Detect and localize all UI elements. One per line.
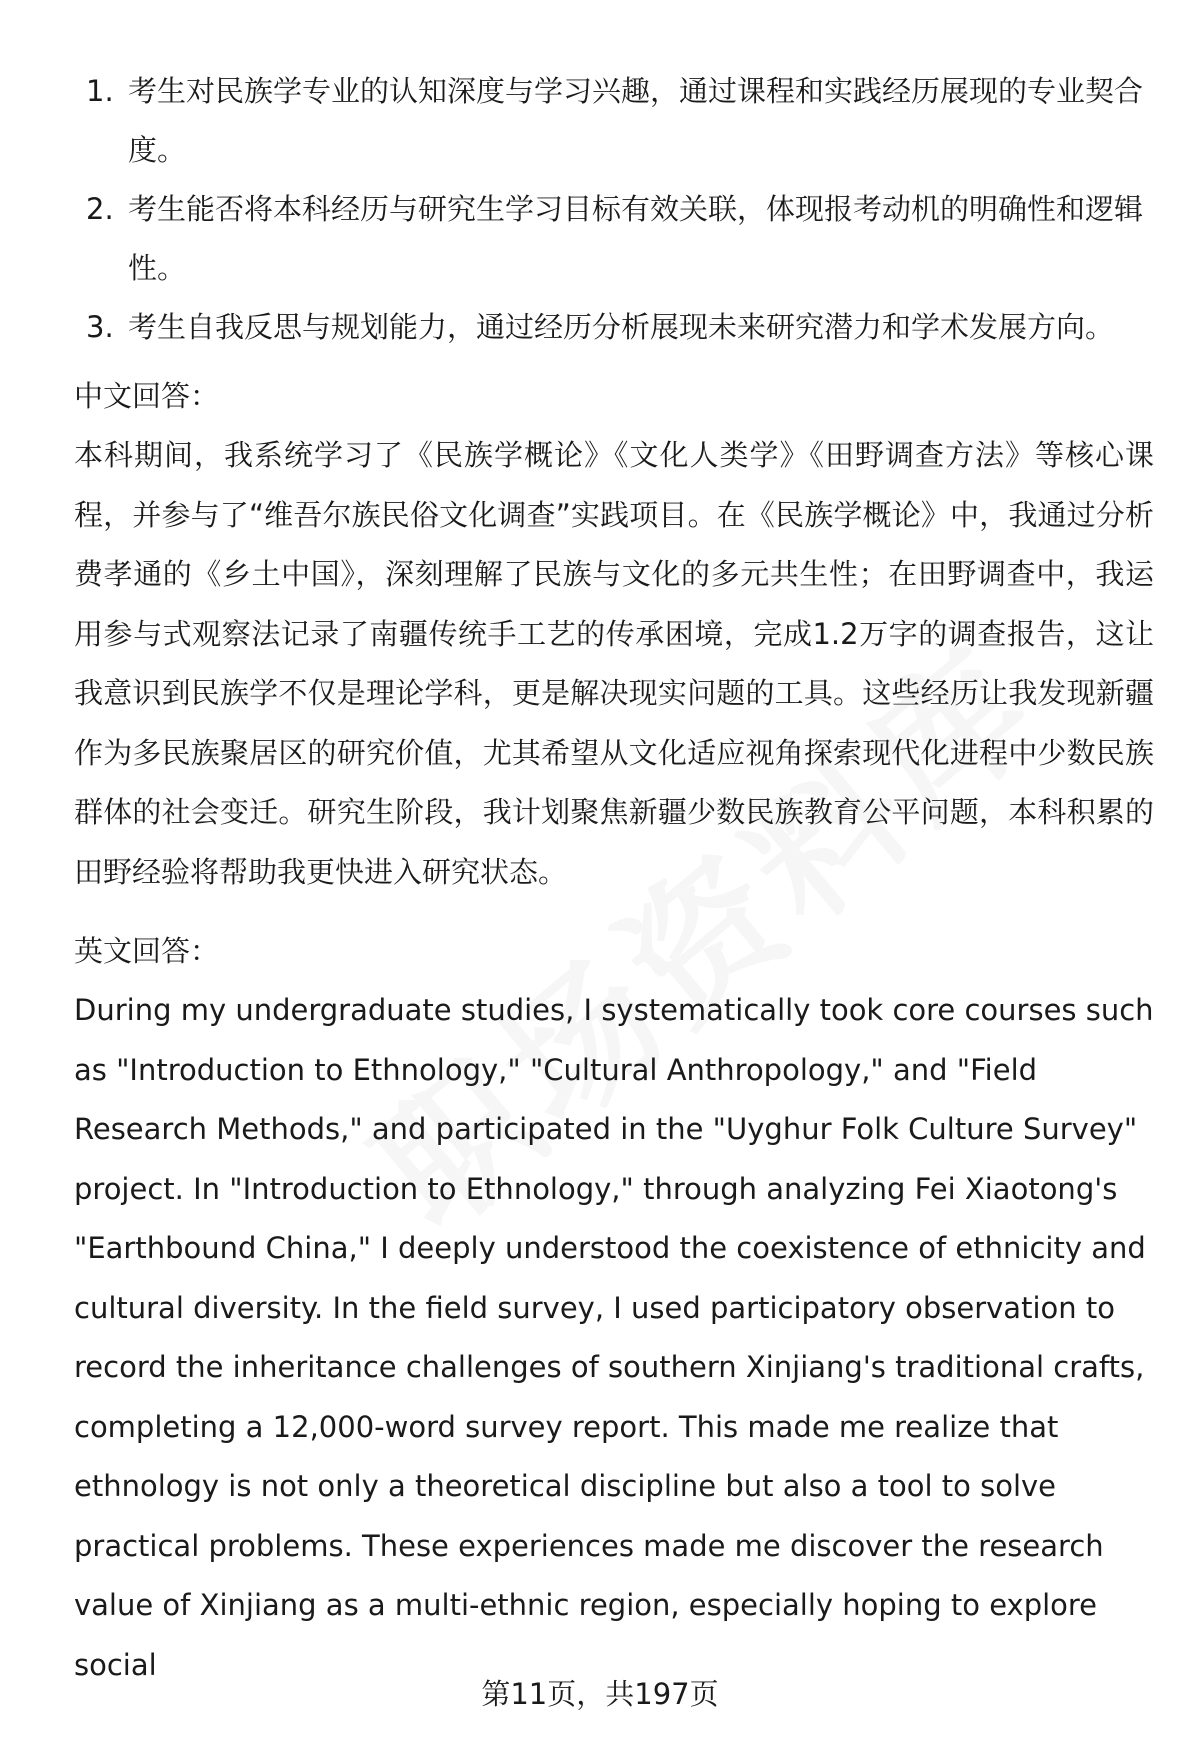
criteria-text: 考生能否将本科经历与研究生学习目标有效关联，体现报考动机的明确性和逻辑性。 — [128, 192, 1144, 285]
chinese-answer-label: 中文回答： — [74, 379, 220, 413]
evaluation-criteria-list — [74, 62, 1154, 357]
criteria-text: 考生对民族学专业的认知深度与学习兴趣，通过课程和实践经历展现的专业契合度。 — [128, 74, 1144, 167]
criteria-number: 1. — [86, 74, 114, 108]
criteria-text: 考生自我反思与规划能力，通过经历分析展现未来研究潜力和学术发展方向。 — [128, 310, 1115, 344]
english-answer-label: 英文回答： — [74, 934, 220, 968]
criteria-number: 2. — [86, 192, 114, 226]
chinese-answer-text: 本科期间，我系统学习了《民族学概论》《文化人类学》《田野调查方法》等核心课程，并参与了“维吾尔族民俗文化调查”实践项目。在《民族学概论》中，我通过分析费孝通的《乡土中国》，深刻理解了民族与文化的多元共生性；在田野调查中，我运用参与式观察法记录了南疆传统手工艺的传承困境，完成1.2万字的调查报告，这让我意识到民族学不仅是理论学科，更是解决现实问题的工具。这些经历让我发现新疆作为多民族聚居区的研究价值，尤其希望从文化适应视角探索现代化进程中少数民族群体的社会变迁。研究生阶段，我计划聚焦新疆少数民族教育公平问题，本科积累的田野经验将帮助我更快进入研究状态。 — [74, 438, 1154, 889]
criteria-item-3 — [74, 298, 1154, 357]
criteria-item-2 — [74, 180, 1154, 298]
criteria-number: 3. — [86, 310, 114, 344]
document-page — [74, 62, 1154, 1695]
page-number-footer: 第11页，共197页 — [481, 1677, 719, 1711]
english-answer-text: During my undergraduate studies, I systematically took core courses such as "Introduction to Ethnology," "Cultural Anthropology," and "Field Research Methods," and participated in the "Uyghur Folk Culture Survey" project. In "Introduction to Ethnology," through analyzing Fei Xiaotong's "Earthbound China," I deeply understood the coexistence of ethnicity and cultural diversity. In the field survey, I used participatory observation to record the inheritance challenges of southern Xinjiang's traditional crafts, completing a 12,000-word survey report. This made me realize that ethnology is not only a theoretical discipline but also a tool to solve practical problems. These experiences made me discover the research value of Xinjiang as a multi-ethnic region, especially hoping to explore social — [74, 993, 1154, 1682]
criteria-item-1 — [74, 62, 1154, 180]
